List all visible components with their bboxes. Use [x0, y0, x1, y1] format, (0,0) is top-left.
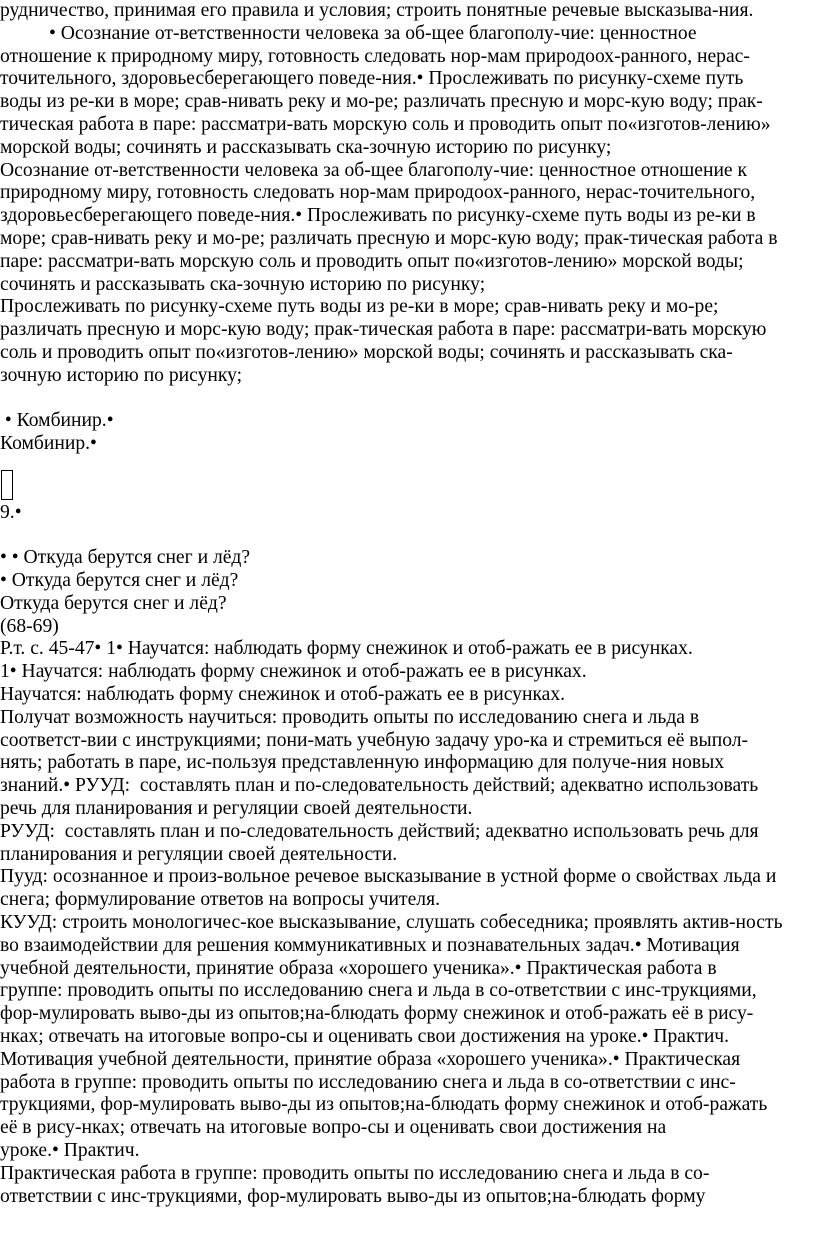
- text-line: нках; отвечать на итоговые вопро-сы и оценивать свои достижения на уроке.• Практич.: [0, 1026, 730, 1047]
- text-line: Научатся: наблюдать форму снежинок и отоб-ражать ее в рисунках.: [0, 684, 566, 705]
- text-line: тическая работа в паре: рассматри-вать морскую соль и проводить опыт по«изготов-лению»: [0, 114, 771, 135]
- text-line: • Откуда берутся снег и лёд?: [0, 570, 239, 591]
- text-line: различать пресную и морс-кую воду; прак-тическая работа в паре: рассматри-вать морскую: [0, 319, 767, 341]
- text-line: трукциями, фор-мулировать выво-ды из опытов;на-блюдать форму снежинок и отоб-ражать: [0, 1094, 768, 1116]
- text-line: морской воды; сочинять и рассказывать ска-зочную историю по рисунку;: [0, 136, 612, 158]
- text-line: ответствии с инс-трукциями, фор-мулировать выво-ды из опытов;на-блюдать форму: [0, 1185, 706, 1207]
- text-line: Мотивация учебной деятельности, принятие образа «хорошего ученика».• Практическая: [0, 1048, 741, 1070]
- text-line: Осознание от-ветственности человека за об-щее благополу-чие: ценностное отношение к: [0, 159, 748, 181]
- empty-table-cell-box: [1, 470, 13, 500]
- text-line: Практическая работа в группе: проводить опыты по исследованию снега и льда в со-: [0, 1162, 710, 1184]
- text-line: • Комбинир.•: [0, 410, 114, 432]
- text-line: снега; формулирование ответов на вопросы учителя.: [0, 889, 440, 911]
- text-line: Получат возможность научиться: проводить опыты по исследованию снега и льда в: [0, 706, 700, 728]
- text-line: её в рису-нках; отвечать на итоговые вопро-сы и оценивать свои достижения на: [0, 1117, 667, 1139]
- text-line: природному миру, готовность следовать нор-мам природоох-ранного, нерас-точительного,: [0, 182, 756, 204]
- text-line: знаний.• РУУД: составлять план и по-следовательность действий; адекватно использовать: [0, 775, 759, 797]
- text-line: сочинять и рассказывать ска-зочную историю по рисунку;: [0, 273, 486, 295]
- text-line: КУУД: строить монологичес-кое высказывание, слушать собеседника; проявлять актив-ность: [0, 912, 783, 933]
- text-line: • Осознание от-ветственности человека за об-щее благополу-чие: ценностное: [0, 22, 697, 44]
- text-line: паре: рассматри-вать морскую соль и проводить опыт по«изготов-лению» морской воды;: [0, 250, 744, 272]
- text-line: отношение к природному миру, готовность следовать нор-мам природоох-ранного, нерас-: [0, 45, 750, 67]
- text-line: уроке.• Практич.: [0, 1140, 140, 1161]
- text-line: Пууд: осознанное и произ-вольное речевое высказывание в устной форме о свойствах льда и: [0, 866, 777, 888]
- text-line: точительного, здоровьесберегающего поведе-ния.• Прослеживать по рисунку-схеме путь: [0, 68, 744, 90]
- text-line: воды из ре-ки в море; срав-нивать реку и мо-ре; различать пресную и морс-кую воду; прак-: [0, 91, 763, 113]
- text-line: Р.т. с. 45-47• 1• Научатся: наблюдать форму снежинок и отоб-ражать ее в рисунках.: [0, 638, 693, 660]
- text-line: соответст-вии с инструкциями; пони-мать учебную задачу уро-ка и стремиться её выпол-: [0, 729, 749, 751]
- text-line: Откуда берутся снег и лёд?: [0, 592, 227, 614]
- text-line: Прослеживать по рисунку-схеме путь воды из ре-ки в море; срав-нивать реку и мо-ре;: [0, 296, 719, 318]
- text-line: 1• Научатся: наблюдать форму снежинок и отоб-ражать ее в рисунках.: [0, 661, 587, 683]
- text-line: Комбинир.•: [0, 433, 97, 455]
- text-line: рудничество, принимая его правила и условия; строить понятные речевые высказыва-ния.: [0, 0, 754, 21]
- text-line: группе: проводить опыты по исследованию снега и льда в со-ответствии с инс-трукциями,: [0, 980, 757, 1002]
- text-line: речь для планирования и регуляции своей деятельности.: [0, 798, 473, 819]
- text-line: 9.•: [0, 501, 22, 523]
- text-line: работа в группе: проводить опыты по исследованию снега и льда в со-ответствии с инс-: [0, 1071, 736, 1093]
- text-line: • • Откуда берутся снег и лёд?: [0, 547, 251, 569]
- text-line: (68-69): [0, 615, 59, 637]
- text-line: фор-мулировать выво-ды из опытов;на-блюдать форму снежинок и отоб-ражать её в рису-: [0, 1003, 754, 1025]
- text-line: РУУД: составлять план и по-следовательность действий; адекватно использовать речь для: [0, 820, 759, 842]
- text-line: нять; работать в паре, ис-пользуя представленную информацию для получе-ния новых: [0, 752, 725, 774]
- text-line: зочную историю по рисунку;: [0, 364, 243, 386]
- text-line: море; срав-нивать реку и мо-ре; различать пресную и морс-кую воду; прак-тическая работа в: [0, 228, 778, 249]
- text-line: здоровьесберегающего поведе-ния.• Прослеживать по рисунку-схеме путь воды из ре-ки в: [0, 205, 756, 227]
- text-line: соль и проводить опыт по«изготов-лению» морской воды; сочинять и рассказывать ска-: [0, 342, 733, 363]
- text-line: планирования и регуляции своей деятельности.: [0, 843, 398, 865]
- text-line: во взаимодействии для решения коммуникативных и познавательных задач.• Мотивация: [0, 934, 740, 956]
- text-line: учебной деятельности, принятие образа «хорошего ученика».• Практическая работа в: [0, 957, 717, 979]
